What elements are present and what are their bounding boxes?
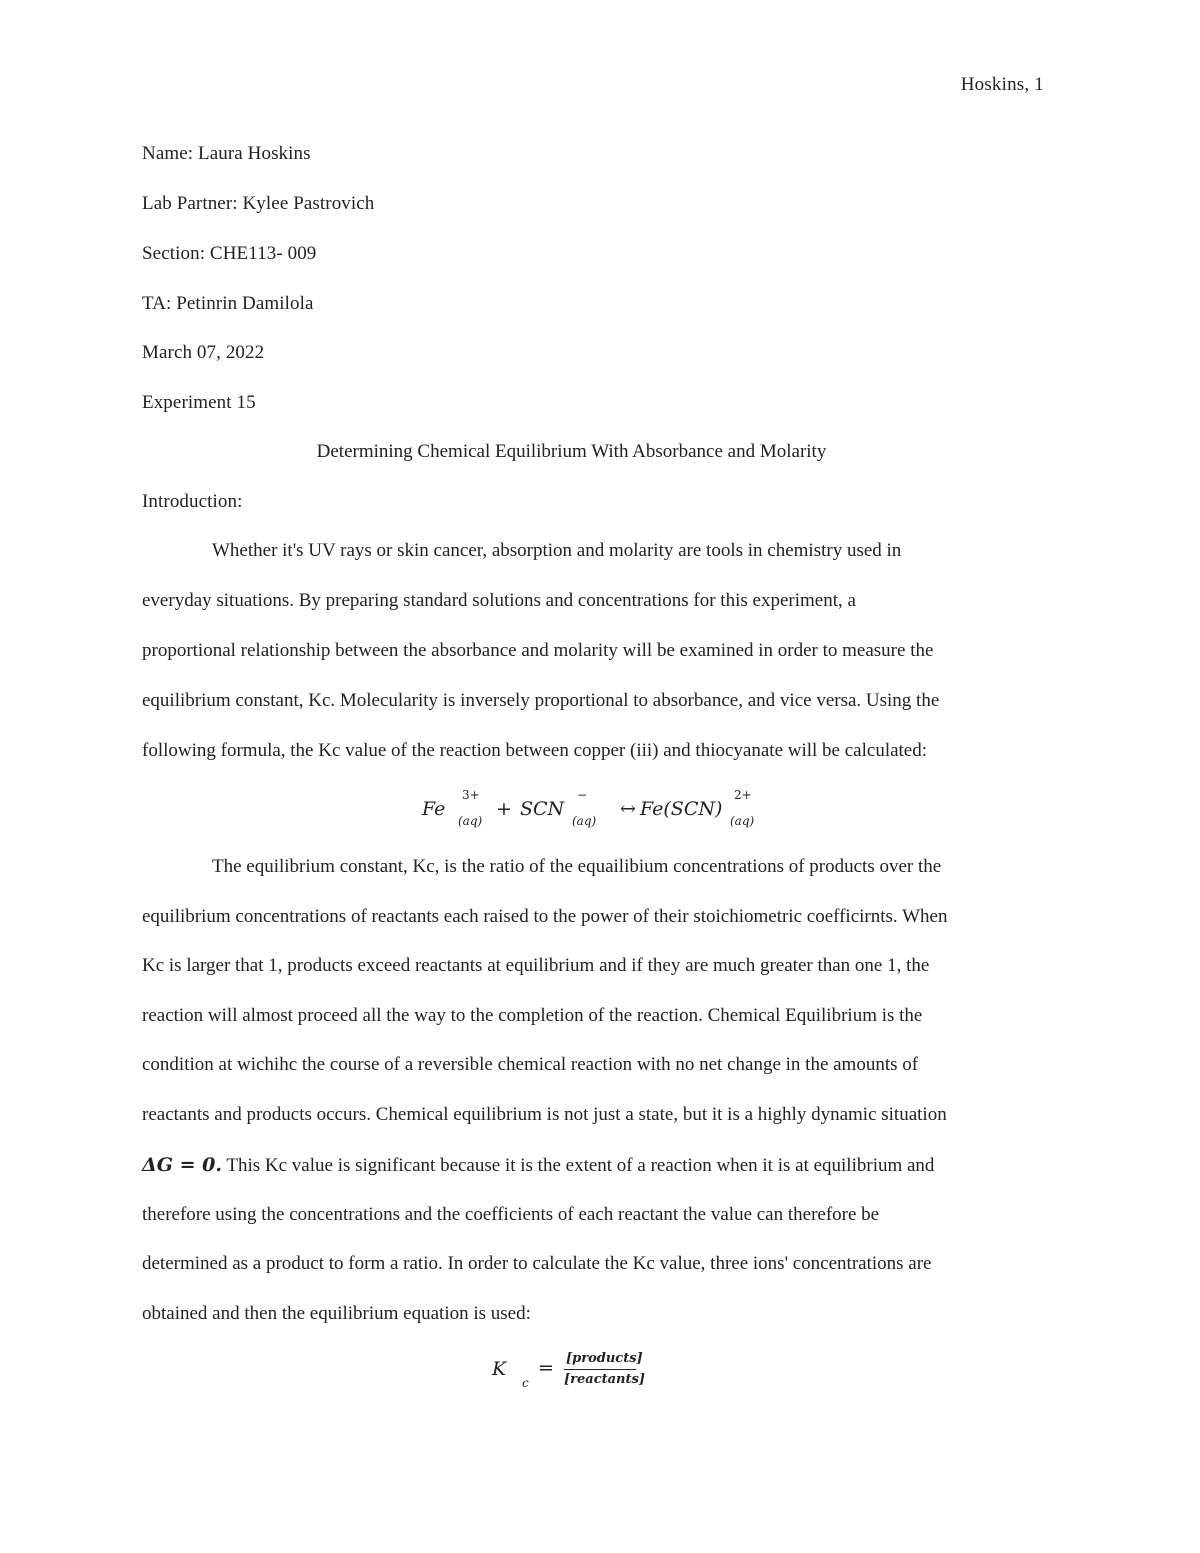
delta-g-expression: ΔG = 0.	[142, 1154, 222, 1176]
experiment-number: Experiment 15	[142, 392, 256, 413]
eq2-numerator: [products]	[566, 1351, 643, 1366]
eq-scn-charge: −	[577, 788, 588, 802]
introduction-heading: Introduction:	[142, 491, 243, 512]
eq-product-state: (aq)	[730, 814, 755, 828]
report-title: Determining Chemical Equilibrium With Absorbance and Molarity	[316, 441, 827, 462]
eq-fe-state: (aq)	[458, 814, 483, 828]
eq2-denominator: [reactants]	[564, 1372, 645, 1387]
delta-line-text: This Kc value is significant because it is the extent of a reaction when it is at equilibrium and	[221, 1155, 935, 1176]
paragraph-line: The equilibrium constant, Kc, is the ratio of the equailibium concentrations of products over the	[212, 856, 942, 877]
eq-scn-state: (aq)	[572, 814, 597, 828]
paragraph-line: determined as a product to form a ratio. In order to calculate the Kc value, three ions' concentrations are	[142, 1253, 932, 1274]
equilibrium-equation	[492, 1350, 652, 1394]
lab-partner: Lab Partner: Kylee Pastrovich	[142, 193, 375, 214]
eq2-k-subscript: c	[522, 1376, 529, 1390]
eq-fe-charge: 3+	[462, 788, 480, 802]
eq2-k: K	[492, 1358, 507, 1380]
paragraph-line: reaction will almost proceed all the way to the completion of the reaction. Chemical Equilibrium is the	[142, 1005, 923, 1026]
eq-plus: +	[496, 798, 512, 820]
student-name: Name: Laura Hoskins	[142, 143, 311, 164]
course-section: Section: CHE113- 009	[142, 243, 317, 264]
paragraph-line: condition at wichihc the course of a reversible chemical reaction with no net change in the amounts of	[142, 1054, 919, 1075]
paragraph-line: Kc is larger that 1, products exceed reactants at equilibrium and if they are much greater than one 1, the	[142, 955, 930, 976]
eq-product-charge: 2+	[734, 788, 752, 802]
eq-scn: SCN	[520, 798, 565, 820]
eq-product: Fe(SCN)	[640, 798, 723, 820]
paragraph-line: following formula, the Kc value of the reaction between copper (iii) and thiocyanate will be calculated:	[142, 740, 928, 761]
paragraph-line	[142, 1154, 934, 1177]
teaching-assistant: TA: Petinrin Damilola	[142, 293, 314, 314]
paragraph-line: equilibrium constant, Kc. Molecularity is inversely proportional to absorbance, and vice versa. Using the	[142, 690, 940, 711]
paragraph-line: obtained and then the equilibrium equation is used:	[142, 1303, 531, 1324]
eq2-equals: =	[538, 1357, 554, 1379]
paragraph-line: reactants and products occurs. Chemical equilibrium is not just a state, but it is a highly dynamic situation	[142, 1104, 947, 1125]
paragraph-line: Whether it's UV rays or skin cancer, absorption and molarity are tools in chemistry used in	[212, 540, 902, 561]
eq-arrow: ↔	[620, 798, 636, 820]
paragraph-line: therefore using the concentrations and the coefficients of each reactant the value can therefore be	[142, 1204, 880, 1225]
running-head: Hoskins, 1	[960, 74, 1044, 95]
paragraph-line: proportional relationship between the absorbance and molarity will be examined in order to measure the	[142, 640, 934, 661]
paragraph-line: equilibrium concentrations of reactants each raised to the power of their stoichiometric coefficirnts. When	[142, 906, 948, 927]
eq-fe: Fe	[422, 798, 446, 820]
report-date: March 07, 2022	[142, 342, 265, 363]
fraction-bar	[564, 1369, 636, 1370]
paragraph-line: everyday situations. By preparing standard solutions and concentrations for this experiment, a	[142, 590, 856, 611]
